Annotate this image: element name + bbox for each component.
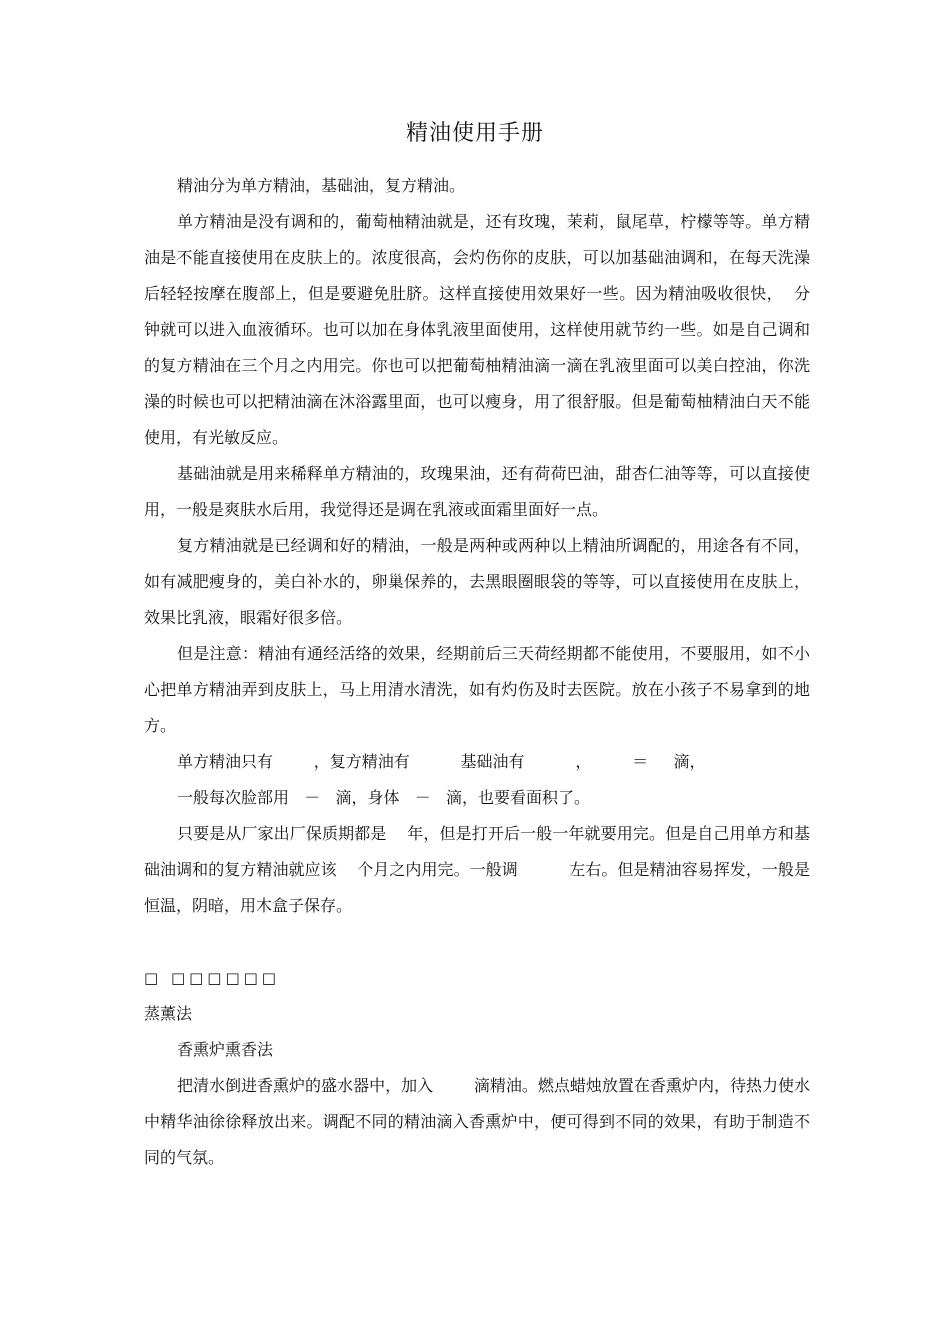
document-body — [144, 168, 810, 1176]
section-heading: □ □□□□□□ — [144, 969, 280, 987]
paragraph-shelf-life: 只要是从厂家出厂保质期都是 年，但是打开后一般一年就要用完。但是自己用单方和基础油调和的复方精油就应该 个月之内用完。一般调 左右。但是精油容易挥发，一般是恒温，阴暗，用木盒子保存。 — [144, 824, 810, 915]
paragraph-intro: 精油分为单方精油，基础油，复方精油。 — [177, 176, 466, 195]
document-title: 精油使用手册 — [405, 121, 544, 146]
method-title: 香熏炉熏香法 — [177, 1040, 274, 1059]
method-text: 把清水倒进香熏炉的盛水器中，加入 滴精油。燃点蜡烛放置在香熏炉内，待热力使水中精华油徐徐释放出来。调配不同的精油滴入香熏炉中，便可得到不同的效果，有助于制造不同的气氛。 — [144, 1076, 810, 1167]
paragraph-dosage: 一般每次脸部用 － 滴，身体 － 滴，也要看面积了。 — [177, 788, 591, 807]
paragraph-blended-oils: 复方精油就是已经调和好的精油，一般是两种或两种以上精油所调配的，用途各有不同，如有减肥瘦身的，美白补水的，卵巢保养的，去黑眼圈眼袋的等等，可以直接使用在皮肤上，效果比乳液，眼霜好很多倍。 — [144, 536, 810, 627]
spacer — [144, 924, 810, 960]
paragraph-volumes: 单方精油只有 ，复方精油有 基础油有 ， ＝ 滴， — [177, 752, 706, 771]
paragraph-caution: 但是注意：精油有通经活络的效果，经期前后三天荷经期都不能使用，不要服用，如不小心把单方精油弄到皮肤上，马上用清水清洗，如有灼伤及时去医院。放在小孩子不易拿到的地方。 — [144, 644, 810, 735]
subsection-title: 蒸薰法 — [144, 1004, 193, 1023]
paragraph-single-oils: 单方精油是没有调和的，葡萄柚精油就是，还有玫瑰，茉莉，鼠尾草，柠檬等等。单方精油是不能直接使用在皮肤上的。浓度很高，会灼伤你的皮肤，可以加基础油调和，在每天洗澡后轻轻按摩在腹部上，但是要避免肚脐。这样直接使用效果好一些。因为精油吸收很快， 分钟就可以进入血液循环。也可以加在身体乳液里面使用，这样使用就节约一些。如是自己调和的复方精油在三个月之内用完。你也可以把葡萄柚精油滴一滴在乳液里面可以美白控油，你洗澡的时候也可以把精油滴在沐浴露里面，也可以瘦身，用了很舒服。但是葡萄柚精油白天不能使用，有光敏反应。 — [144, 212, 810, 447]
paragraph-base-oils: 基础油就是用来稀释单方精油的，玫瑰果油，还有荷荷巴油，甜杏仁油等等，可以直接使用，一般是爽肤水后用，我觉得还是调在乳液或面霜里面好一点。 — [144, 464, 810, 519]
